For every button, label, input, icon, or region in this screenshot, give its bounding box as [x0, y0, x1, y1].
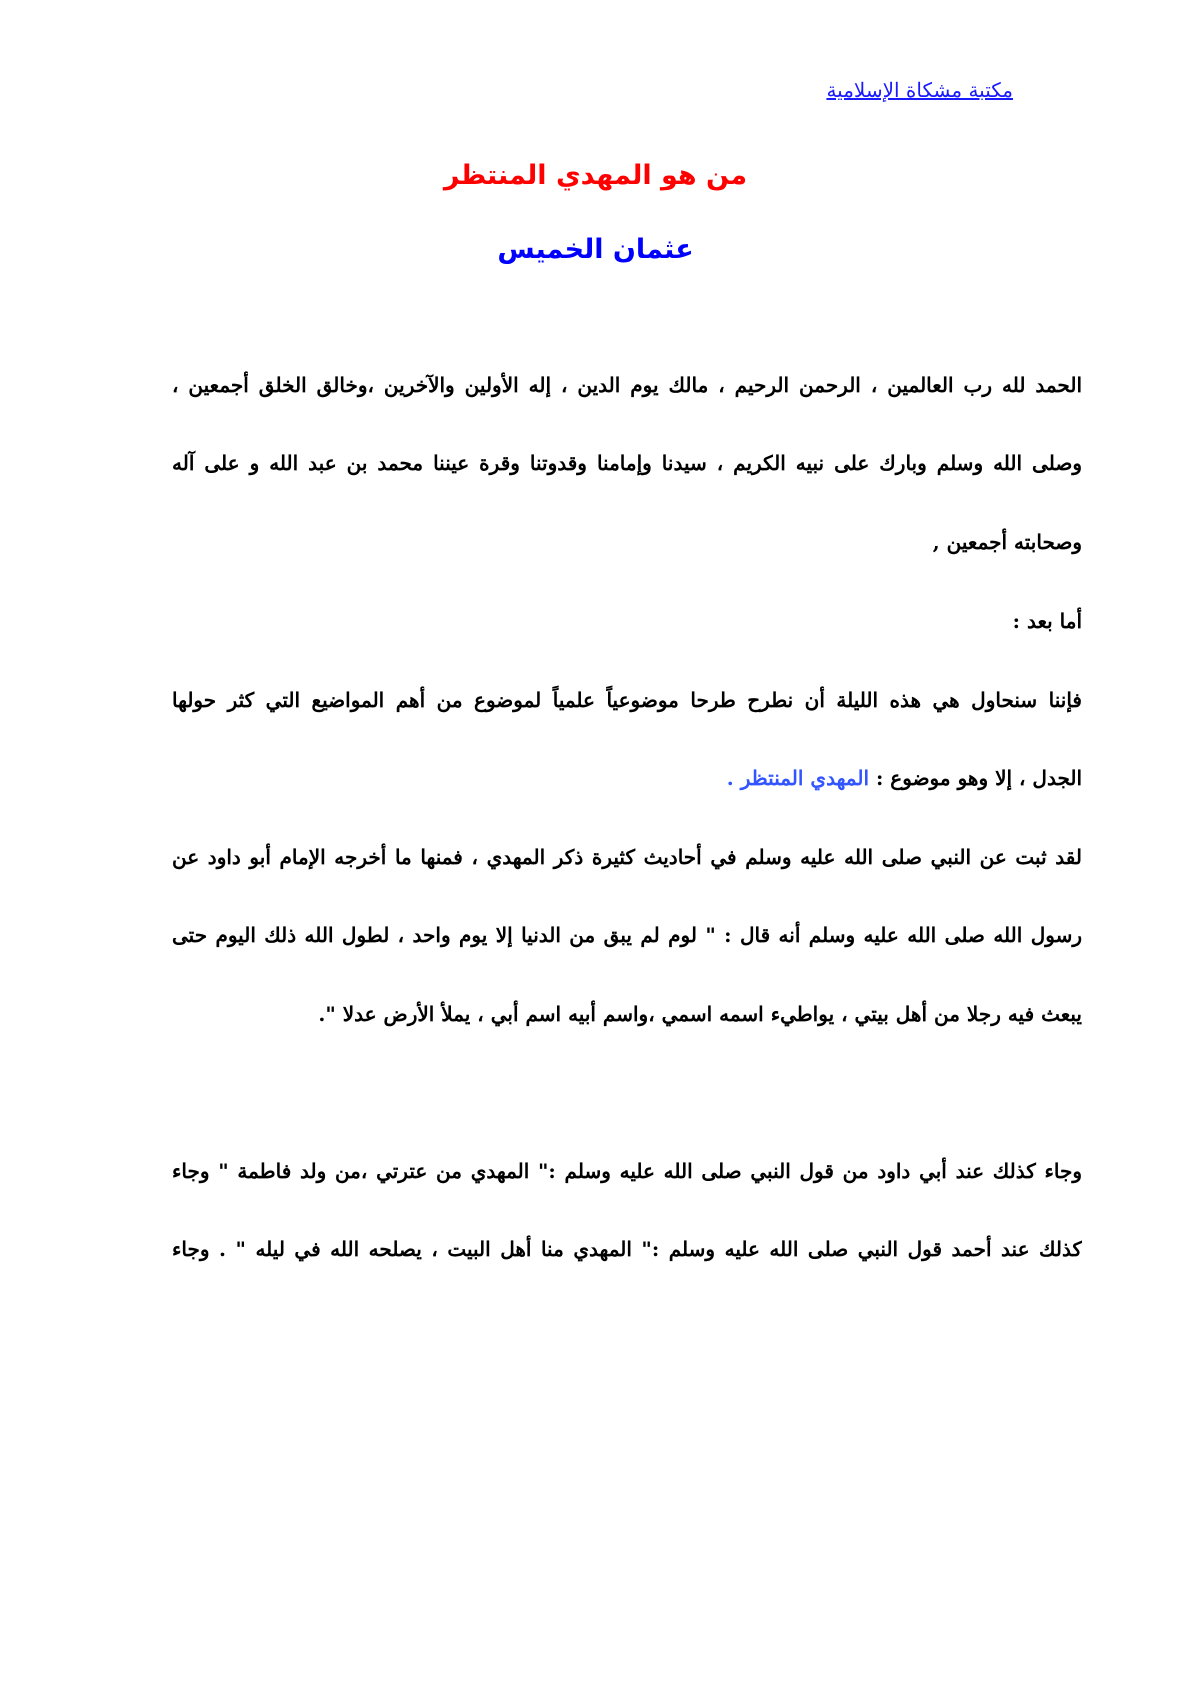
topic-highlight: المهدي المنتظر .	[726, 766, 869, 790]
paragraph-line: لقد ثبت عن النبي صلى الله عليه وسلم في أحاديث كثيرة ذكر المهدي ، فمنها ما أخرجه الإمام أبو داود عن	[172, 845, 1082, 869]
document-title: من هو المهدي المنتظر	[443, 160, 748, 191]
library-link[interactable]: مكتبة مشكاة الإسلامية	[826, 78, 1013, 102]
paragraph-line: فإننا سنحاول هي هذه الليلة أن نطرح طرحا موضوعياً علمياً لموضوع من أهم المواضيع التي كثر حولها	[172, 688, 1082, 712]
document-author: عثمان الخميس	[497, 234, 694, 265]
topic-line	[172, 763, 1082, 793]
paragraph-line: الحمد لله رب العالمين ، الرحمن الرحيم ، مالك يوم الدين ، إله الأولين والآخرين ،وخالق الخلق أجمعين ،	[172, 373, 1082, 397]
paragraph-line: وجاء كذلك عند أبي داود من قول النبي صلى الله عليه وسلم :" المهدي من عترتي ،من ولد فاطمة " وجاء	[172, 1159, 1082, 1183]
topic-line-prefix: الجدل ، إلا وهو موضوع :	[869, 766, 1082, 790]
paragraph-line: رسول الله صلى الله عليه وسلم أنه قال : " لوم لم يبق من الدنيا إلا يوم واحد ، لطول الله ذلك اليوم حتى	[172, 923, 1082, 947]
paragraph-line: وصلى الله وسلم وبارك على نبيه الكريم ، سيدنا وإمامنا وقدوتنا وقرة عيننا محمد بن عبد الله و على آله	[172, 451, 1082, 475]
paragraph-line: يبعث فيه رجلا من أهل بيتي ، يواطيء اسمه اسمي ،واسم أبيه اسم أبي ، يملأ الأرض عدلا ".	[318, 1002, 1082, 1026]
paragraph-line: أما بعد :	[1012, 609, 1082, 633]
paragraph-line: كذلك عند أحمد قول النبي صلى الله عليه وسلم :" المهدي منا أهل البيت ، يصلحه الله في ليله " . وجاء	[172, 1237, 1082, 1261]
paragraph-line: وصحابته أجمعين ,	[932, 530, 1082, 554]
